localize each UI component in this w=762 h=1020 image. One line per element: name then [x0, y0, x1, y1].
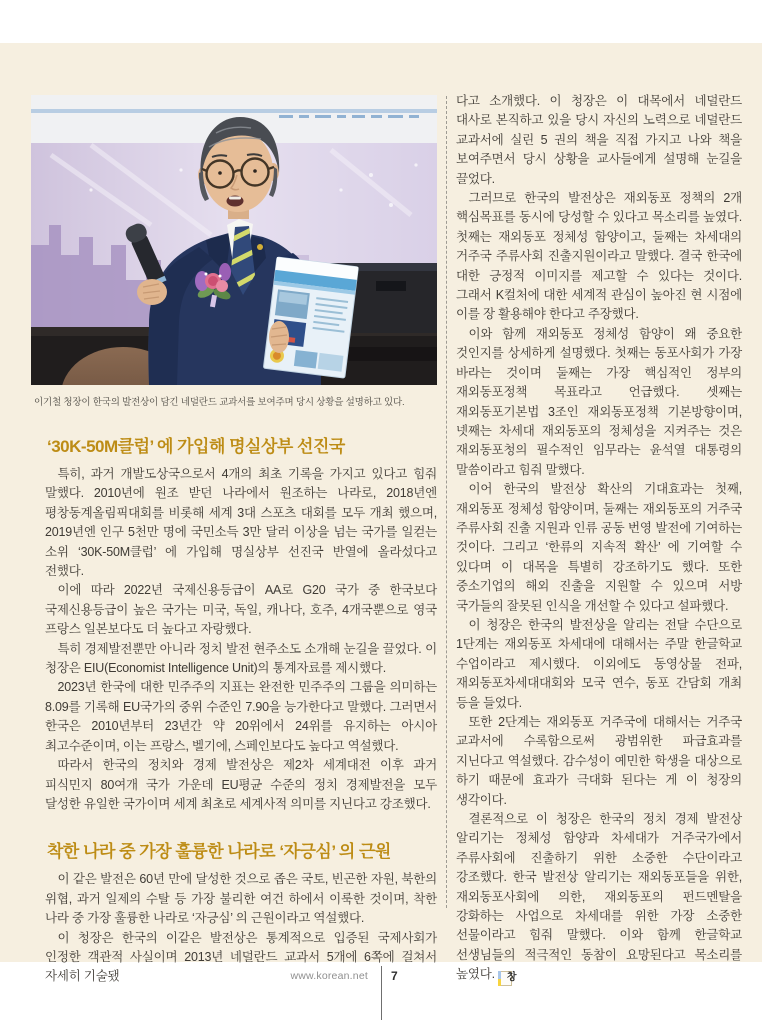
blue-textbook: [263, 257, 358, 378]
left-column: [34, 95, 437, 987]
speaker-photo: [31, 95, 437, 385]
speaker-photo-illustration: [31, 95, 437, 385]
paragraph: 특히, 과거 개발도상국으로서 4개의 최초 기록을 가지고 있다고 힘줘 말했다. 2010년에 원조 받던 나라에서 원조하는 나라로, 2018년엔 평창동계올림픽대회를 비롯해 세계 3대 스포츠 대회를 모두 개최 했으며, 2019년엔 인구 5천만 명에 국민소득 3만 달러 이상을 넘는 국가를 일컫는 소위 ‘30K-50M클럽’ 에 가입해 명실상부 선진국 반열에 올라섰다고 전했다.: [45, 467, 437, 579]
paragraph: 이와 함께 재외동포 정체성 함양이 왜 중요한 것인지를 상세하게 설명했다. 첫째는 동포사회가 가장 바라는 것이며 둘째는 가장 핵심적인 정부의 재외동포정책 목표라고 언급했다. 셋째는 재외동포기본법 3조인 재외동포정책 기본방향이며, 넷째는 차세대 재외동포의 정체성을 지켜주는 것은 재외동포청의 필수적인 임무라는 윤석열 대통령의 말씀이라고 힘줘 말했다.: [456, 326, 742, 477]
end-of-article-icon: [499, 971, 517, 986]
paragraph: 이 청장은 한국의 이같은 발전상은 통계적으로 입증된 국제사회가 인정한 객관적 사실이며 2013년 네덜란드 교과서 5개에 6쪽에 걸쳐서 자세히 기술됐: [45, 930, 437, 984]
paragraph: [456, 810, 742, 986]
paragraph: 그러므로 한국의 발전상은 재외동포 정책의 2개 핵심목표를 동시에 당성할 수 있다고 목소리를 높였다. 첫째는 재외동포 정체성 함양이고, 둘째는 차세대의 거주국 주류사회 진출지원이라고 말했다. 결국 한국에 대한 긍정적 이미지를 제고할 수 있다는 것이다. 그래서 K컬처에 대한 세계적 관심이 높아진 현 시점에 이를 장 활용해야 한다고 주장했다.: [456, 191, 742, 322]
footer-website-url: www.korean.net: [290, 970, 368, 982]
paragraph: 또한 2단계는 재외동포 거주국에 대해서는 거주국 교과서에 수록함으로써 광범위한 파급효과를 지닌다고 역설했다. 감수성이 예민한 학생을 대상으로 하기 때문에 효과가 극대화 된다는 게 이 청장의 생각이다.: [456, 715, 742, 807]
column-divider: [446, 96, 447, 908]
footer-divider-bar: [381, 966, 382, 1020]
right-column: [456, 92, 742, 986]
paragraph: 이 청장은 한국의 발전상을 알리는 전달 수단으로 1단계는 재외동포 차세대에 대해서는 주말 한글학교 수업이라고 제시했다. 이외에도 동영상물 전파, 재외동포차세대대회와 모국 연수, 동포 간담회 개최 등을 들었다.: [456, 617, 742, 710]
photo-caption: 이기철 청장이 한국의 발전상이 담긴 네덜란드 교과서를 보여주며 당시 상황을 설명하고 있다.: [34, 397, 405, 408]
paragraph: 이 같은 발전은 60년 만에 달성한 것으로 좁은 국토, 빈곤한 자원, 북한의 위협, 과거 일제의 수탈 등 가장 불리한 여건 하에서 이룩한 것이며, 착한 나라 중 가장 훌륭한 나라로 ‘자긍심’ 의 근원이라고 역설했다.: [45, 872, 437, 926]
paragraph-text: 결론적으로 이 청장은 한국의 정치 경제 발전상 알리기는 정체성 함양과 차세대가 거주국가에서 주류사회에 진출하기 위한 소중한 수단이라고 강조했다. 한국 발전상 알리기는 재외동포들을 위한, 재외동포사회에 의한, 재외동포의 펀드멘탈을 강화하는 사업으로 차세대를 위한 가장 소중한 선물이라고 힘줘 말했다. 이와 함께 한글학교 선생님들의 적극적인 동참이 요망된다고 목소리를 높였다.: [456, 812, 742, 982]
paragraph: 이어 한국의 발전상 확산의 기대효과는 첫째, 재외동포 정체성 함양이며, 둘째는 재외동포의 거주국 주류사회 진출 지원과 인류 공동 번영 발전에 기여하는 것이다. 그리고 ‘한류의 지속적 확산’ 에 기여할 수 있다며 이 대목을 특별히 강조하기도 했다. 또한 중소기업의 해외 진출을 지원할 수 있으며 서방 국가들의 잘못된 인식을 개선할 수 있다고 설파했다.: [456, 482, 742, 613]
paragraph: 이에 따라 2022년 국제신용등급이 AA로 G20 국가 중 한국보다 국제신용등급이 높은 국가는 미국, 독일, 캐나다, 호주, 4개국뿐으로 영국 프랑스 일본보다도 더 높다고 자랑했다.: [45, 583, 437, 637]
paragraph: 따라서 한국의 정치와 경제 발전상은 제2차 세계대전 이후 과거 피식민지 80여개 국가 가운데 EU평균 수준의 정치 경제발전을 모두 달성한 유일한 국가이며 세계 최초로 세계사적 의미를 지닌다고 강조했다.: [45, 758, 437, 811]
section-heading-2: 착한 나라 중 가장 훌륭한 나라로 ‘자긍심’ 의 근원: [47, 842, 391, 862]
lapel-pin: [257, 244, 263, 250]
paragraph: 특히 경제발전뿐만 아니라 정치 발전 현주소도 소개해 눈길을 끌었다. 이 청장은 EIU(Economist Intelligence Unit)의 통계자료를 제시했다.: [45, 641, 437, 676]
section-heading-1: ‘30K-50M클럽’ 에 가입해 명실상부 선진국: [47, 437, 345, 456]
page-number: 7: [391, 969, 398, 983]
paragraph: 다고 소개했다. 이 청장은 이 대목에서 네덜란드 대사로 본직하고 있을 당시 자신의 노력으로 네덜란드 교과서에 실린 5 권의 책을 직접 가지고 나와 책을 보여주면서 당시 상황을 교사들에게 설명해 눈길을 끌었다.: [456, 94, 742, 186]
end-mark-glyph: 창: [506, 972, 517, 984]
paragraph: 2023년 한국에 대한 민주주의 지표는 완전한 민주주의 그룹을 의미하는 8.09를 기록해 EU국가의 중위 수준인 7.90을 능가한다고 말했다. 그러면서 한국은 2010년부터 23년간 약 20위에서 24위를 유지하는 아시아 최고수준이며, 이는 프랑스, 벨기에, 스페인보다도 높다고 역설했다.: [45, 680, 437, 753]
